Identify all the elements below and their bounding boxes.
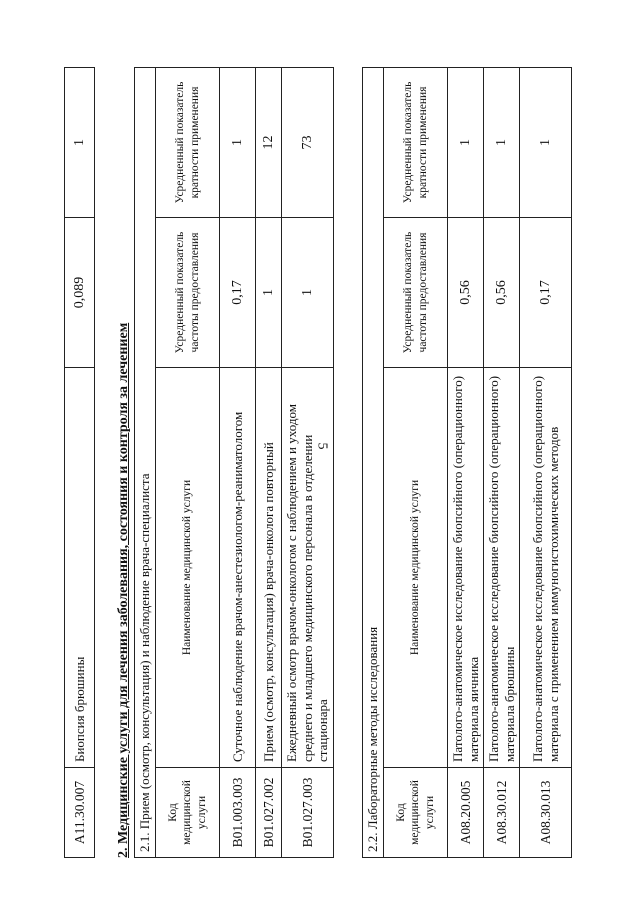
rotated-page-content (60, 58, 600, 858)
table-row (520, 67, 572, 857)
table-row (282, 67, 334, 857)
service-name: Патолого-анатомическое исследование биопсийного (операционного) материала с применением иммуногистохимических методов (520, 368, 572, 768)
service-code: A11.30.007 (65, 768, 95, 858)
subsection-title: 2.2. Лабораторные методы исследования (363, 67, 384, 857)
header-multiplicity: Усредненный показатель кратности применения (384, 67, 448, 217)
section-heading: 2. Медицинские услуги для лечения заболевания, состояния и контроля за лечением (116, 322, 131, 858)
frequency-value: 1 (282, 218, 334, 368)
frequency-value: 0,17 (220, 218, 256, 368)
header-frequency: Усредненный показатель частоты предоставления (384, 218, 448, 368)
multiplicity-value: 12 (256, 67, 282, 217)
service-code: A08.30.013 (520, 768, 572, 858)
service-name: Патолого-анатомическое исследование биопсийного (операционного) материала яичника (448, 368, 484, 768)
frequency-value: 0,17 (520, 218, 572, 368)
service-name: Биопсия брюшины (65, 368, 95, 768)
laboratory-table (362, 67, 572, 858)
frequency-value: 1 (256, 218, 282, 368)
service-code: A08.20.005 (448, 768, 484, 858)
header-frequency: Усредненный показатель частоты предоставления (156, 218, 220, 368)
table-row (65, 68, 95, 858)
continuation-table (64, 67, 95, 858)
service-code: B01.027.002 (256, 768, 282, 858)
frequency-value: 0,56 (448, 218, 484, 368)
multiplicity-value: 1 (520, 67, 572, 217)
table-row (135, 67, 156, 857)
consultation-table (134, 67, 334, 858)
table-row (256, 67, 282, 857)
table-row (484, 67, 520, 857)
header-code: Код медицинской услуги (156, 768, 220, 858)
header-name: Наименование медицинской услуги (156, 368, 220, 768)
header-code: Код медицинской услуги (384, 768, 448, 858)
frequency-value: 0,56 (484, 218, 520, 368)
header-row (156, 67, 220, 857)
service-name: Патолого-анатомическое исследование биопсийного (операционного) материала брюшины (484, 368, 520, 768)
service-code: B01.003.003 (220, 768, 256, 858)
page-number: 5 (314, 442, 330, 450)
service-code: B01.027.003 (282, 768, 334, 858)
table-row (448, 67, 484, 857)
service-name: Ежедневный осмотр врачом-онкологом с наблюдением и уходом среднего и младшего медицинского персонала в отделении стационара (282, 368, 334, 768)
multiplicity-value: 1 (448, 67, 484, 217)
frequency-value: 0,089 (65, 218, 95, 368)
header-multiplicity: Усредненный показатель кратности применения (156, 67, 220, 217)
service-code: A08.30.012 (484, 768, 520, 858)
multiplicity-value: 1 (220, 67, 256, 217)
table-row (363, 67, 384, 857)
subsection-title: 2.1. Прием (осмотр, консультация) и наблюдение врача-специалиста (135, 67, 156, 857)
header-row (384, 67, 448, 857)
service-name: Суточное наблюдение врачом-анестезиологом-реаниматологом (220, 368, 256, 768)
multiplicity-value: 1 (65, 68, 95, 218)
table-row (220, 67, 256, 857)
multiplicity-value: 1 (484, 67, 520, 217)
service-name: Прием (осмотр, консультация) врача-онколога повторный (256, 368, 282, 768)
header-name: Наименование медицинской услуги (384, 368, 448, 768)
multiplicity-value: 73 (282, 67, 334, 217)
